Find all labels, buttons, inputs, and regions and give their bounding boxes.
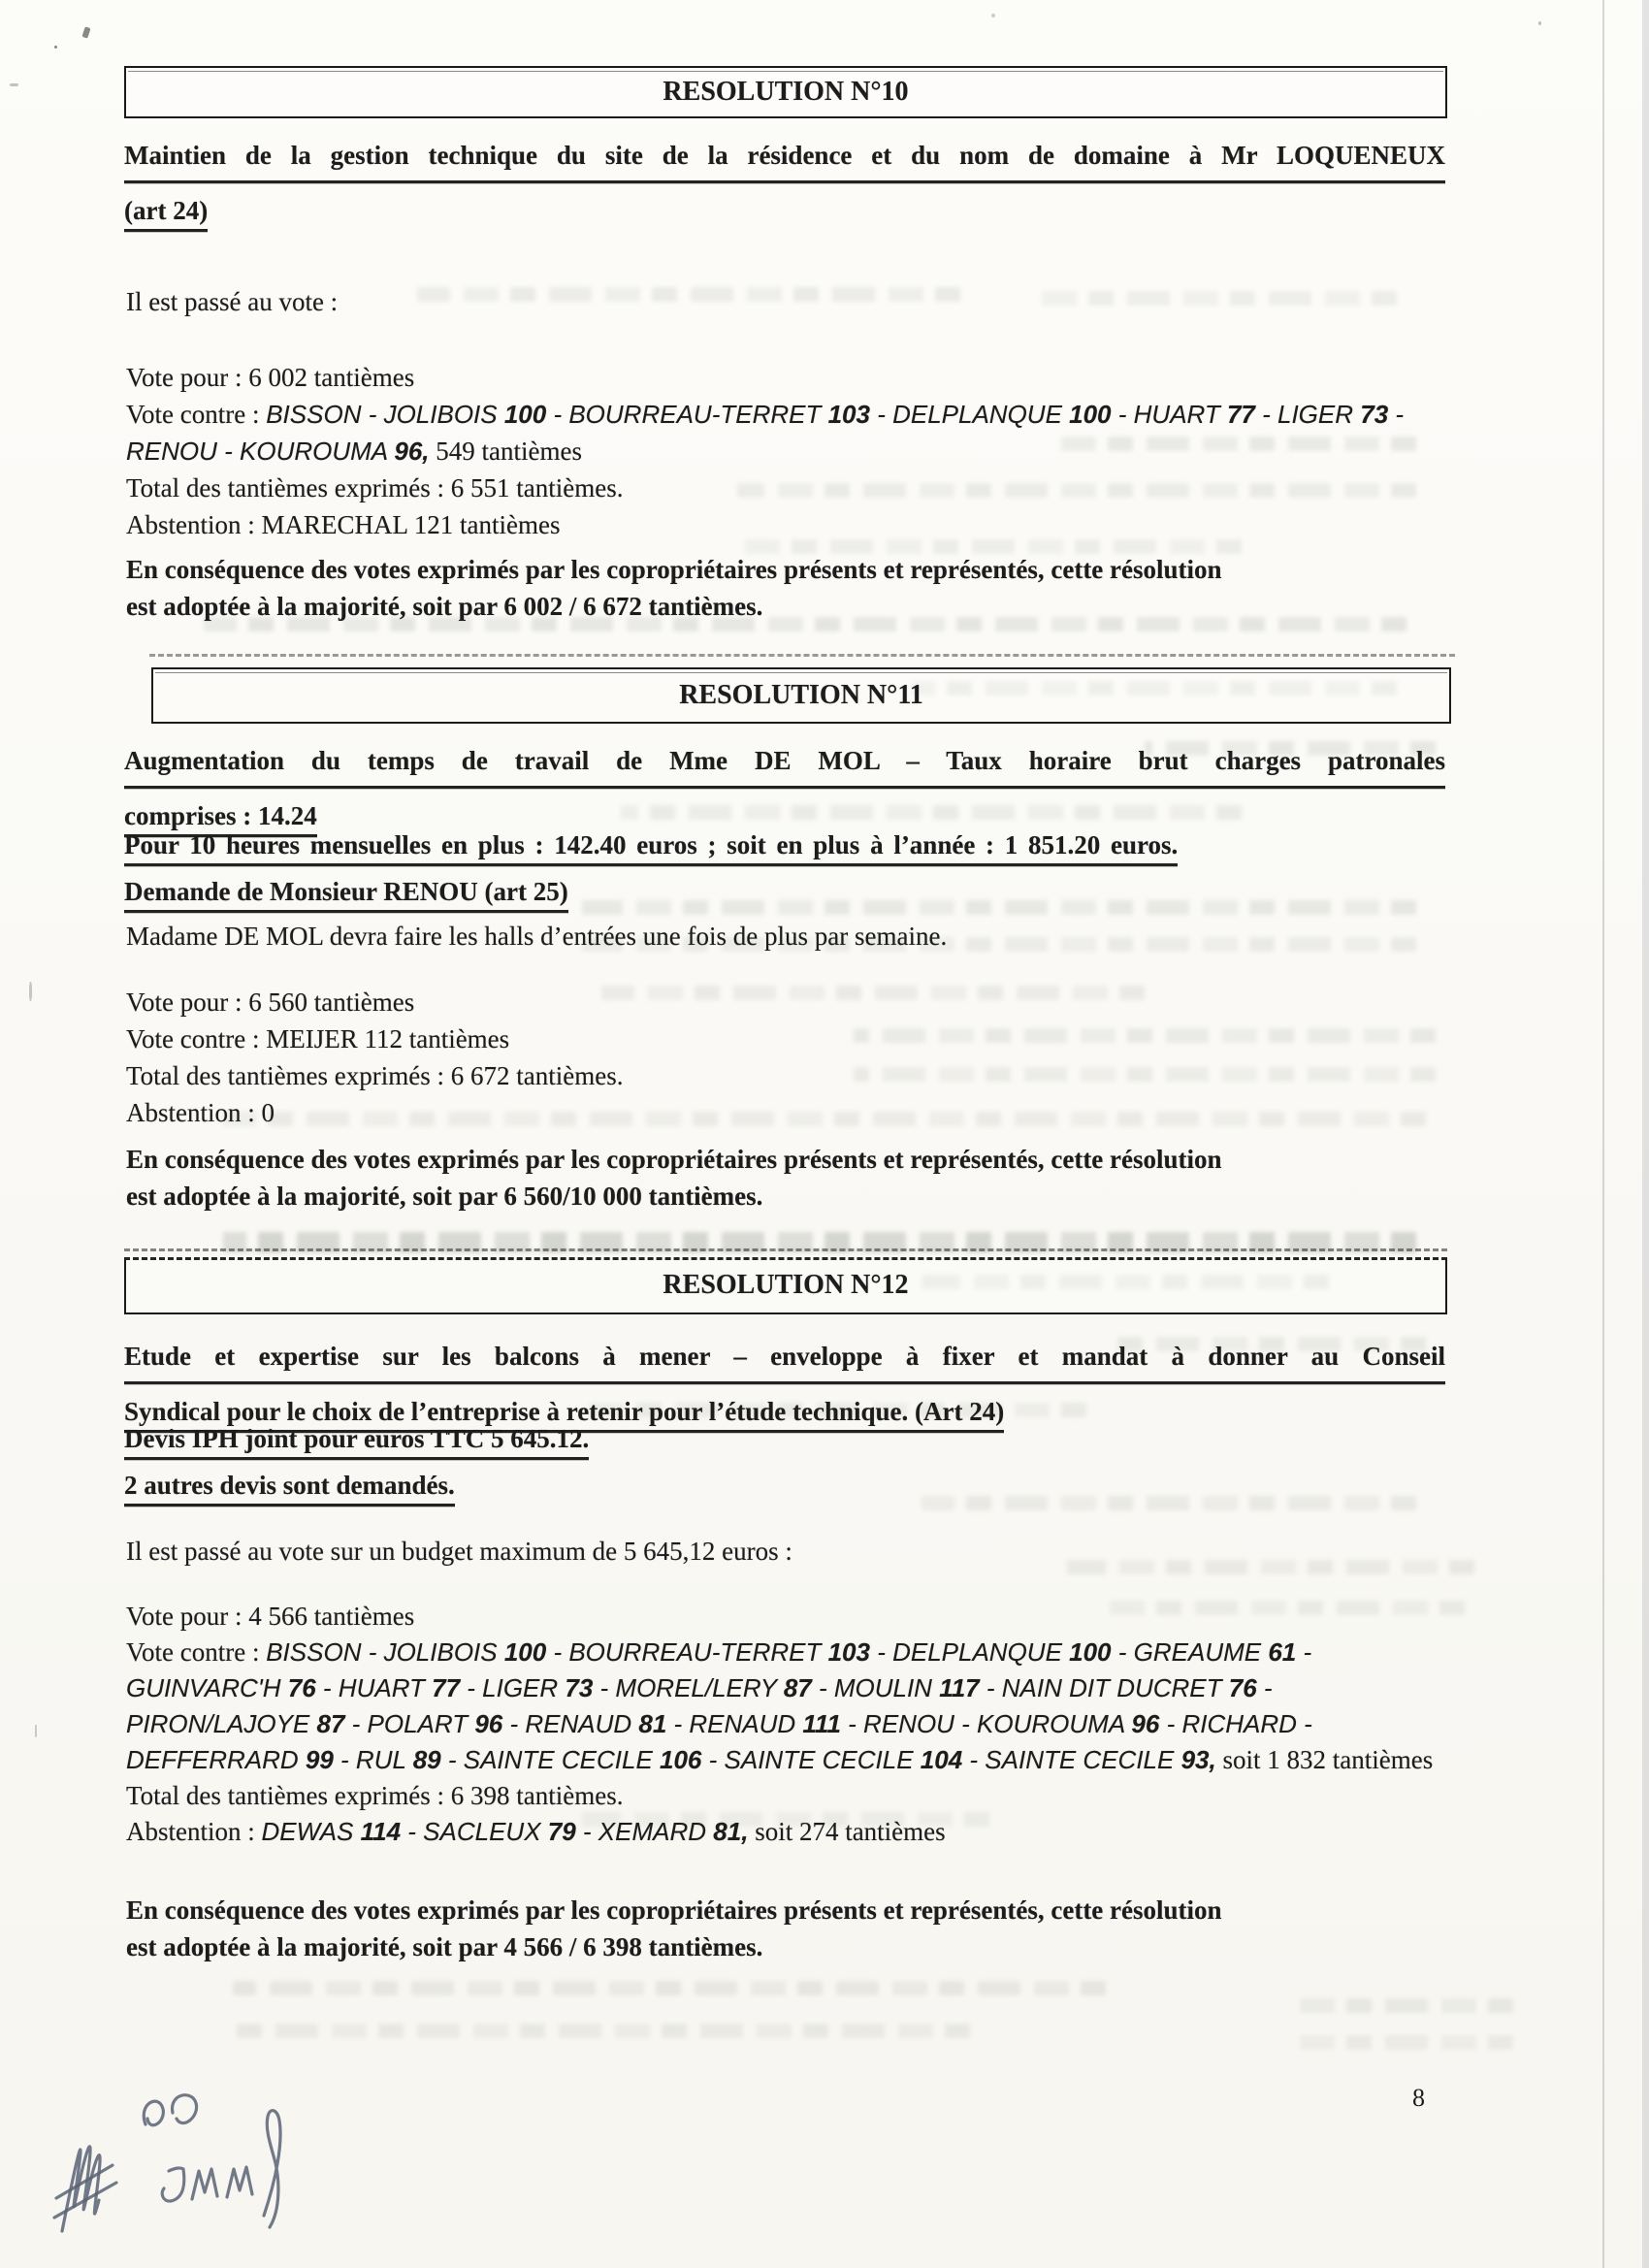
resolution-12-votes bbox=[126, 1599, 1457, 1850]
handwritten-initials-jmm bbox=[27, 2074, 308, 2263]
bleedthrough-smudge bbox=[922, 1496, 1416, 1510]
resolution-12-title: RESOLUTION N°12 bbox=[663, 1270, 909, 1300]
signature-letter-m1 bbox=[192, 2169, 217, 2199]
vote-contre-line: Vote contre : BISSON - JOLIBOIS 100 - BOURREAU-TERRET 103 - DELPLANQUE 100 - GREAUME 61 - GUINVARC'H 76 - HUART 77 - LIGER 73 - MOREL/LERY 87 - MOULIN 117 - NAIN DIT DUCRET 76 - PIRON/LAJOYE 87 - POLART 96 - RENAUD 81 - RENAUD 111 - RENOU - KOUROUMA 96 - RICHARD - DEFFERRARD 99 - RUL 89 - SAINTE CECILE 106 - SAINTE CECILE 104 - SAINTE CECILE 93, soit 1 832 tantièmes bbox=[126, 1637, 1434, 1774]
bleedthrough-smudge bbox=[233, 1981, 1106, 1995]
resolution-10-conclusion: En conséquence des votes exprimés par les copropriétaires présents et représentés, cette résolution est adoptée à la majorité, soit par 6 002 / 6 672 tantièmes. bbox=[126, 555, 1222, 621]
resolution-10-votes bbox=[126, 359, 1457, 543]
bleedthrough-smudge bbox=[1300, 2035, 1513, 2050]
bleedthrough-smudge bbox=[1028, 291, 1397, 306]
signature-letter-m2 bbox=[227, 2167, 252, 2197]
scan-edge-line bbox=[1602, 0, 1604, 2268]
resolution-11-subheading-1: Pour 10 heures mensuelles en plus : 142.40 euros ; soit en plus à l’année : 1 851.20 euros. bbox=[124, 826, 1178, 863]
resolution-11-conclusion: En conséquence des votes exprimés par les copropriétaires présents et représentés, cette résolution est adoptée à la majorité, soit par 6 560/10 000 tantièmes. bbox=[126, 1145, 1222, 1211]
scan-speck bbox=[991, 14, 995, 17]
vote-pour-line: Vote pour : 6 560 tantièmes bbox=[126, 988, 415, 1017]
resolution-11-title: RESOLUTION N°11 bbox=[679, 680, 923, 710]
resolution-11-body: Madame DE MOL devra faire les halls d’entrées une fois de plus par semaine. bbox=[126, 922, 948, 951]
bleedthrough-smudge bbox=[1067, 1560, 1474, 1574]
bleedthrough-smudge bbox=[1300, 1998, 1513, 2013]
resolution-10-title-box bbox=[124, 66, 1447, 118]
resolution-10-heading bbox=[124, 134, 1445, 232]
scan-speck bbox=[10, 83, 18, 86]
resolution-11-heading-line2: comprises : 14.24 bbox=[124, 801, 317, 837]
resolution-10-title: RESOLUTION N°10 bbox=[663, 77, 909, 107]
page-number: 8 bbox=[1412, 2084, 1425, 2112]
resolution-11-title-box bbox=[151, 667, 1451, 724]
resolution-11-heading-line1: Augmentation du temps de travail de Mme DE MOL – Taux horaire brut charges patronales bbox=[124, 739, 1445, 789]
scan-speck bbox=[1538, 21, 1541, 25]
resolution-11-subheading-2: Demande de Monsieur RENOU (art 25) bbox=[124, 873, 568, 910]
resolution-12-subheading-1: Devis IPH joint pour euros TTC 5 645.12. bbox=[124, 1420, 589, 1457]
vote-pour-line: Vote pour : 6 002 tantièmes bbox=[126, 363, 415, 392]
resolution-12-title-box bbox=[124, 1257, 1447, 1314]
scan-edge-shadow bbox=[1642, 0, 1649, 2268]
vote-contre-line: Vote contre : BISSON - JOLIBOIS 100 - BOURREAU-TERRET 103 - DELPLANQUE 100 - HUART 77 - LIGER 73 - RENOU - KOUROUMA 96, 549 tantièmes bbox=[126, 400, 1405, 466]
resolution-12-conclusion: En conséquence des votes exprimés par les copropriétaires présents et représentés, cette résolution est adoptée à la majorité, soit par 4 566 / 6 398 tantièmes. bbox=[126, 1895, 1222, 1961]
vote-total-line: Total des tantièmes exprimés : 6 672 tantièmes. bbox=[126, 1061, 624, 1090]
bleedthrough-smudge bbox=[233, 2024, 970, 2038]
signature-flourish bbox=[264, 2111, 280, 2227]
vote-contre-line: Vote contre : MEIJER 112 tantièmes bbox=[126, 1024, 510, 1053]
vote-abstention-line: Abstention : MARECHAL 121 tantièmes bbox=[126, 510, 561, 539]
resolution-12-heading bbox=[124, 1335, 1445, 1433]
resolution-12-heading-line1: Etude et expertise sur les balcons à mener – enveloppe à fixer et mandat à donner au Conseil bbox=[124, 1335, 1445, 1384]
scan-speck bbox=[35, 1725, 37, 1737]
scan-speck bbox=[81, 26, 90, 38]
vote-pour-line: Vote pour : 4 566 tantièmes bbox=[126, 1602, 415, 1631]
vote-abstention-line: Abstention : 0 bbox=[126, 1098, 275, 1127]
signature-letter-j bbox=[162, 2168, 184, 2201]
vote-total-line: Total des tantièmes exprimés : 6 398 tantièmes. bbox=[126, 1781, 624, 1810]
resolution-12-heading-line2: Syndical pour le choix de l’entreprise à retenir pour l’étude technique. (Art 24) bbox=[124, 1397, 1004, 1433]
resolution-10-intro: Il est passé au vote : bbox=[126, 287, 339, 316]
scan-speck bbox=[54, 46, 57, 49]
bleedthrough-smudge bbox=[417, 287, 960, 302]
resolution-10-heading-line2: (art 24) bbox=[124, 196, 208, 232]
signature-curl bbox=[144, 2095, 196, 2125]
vote-abstention-line: Abstention : DEWAS 114 - SACLEUX 79 - XEMARD 81, soit 274 tantièmes bbox=[126, 1817, 946, 1846]
resolution-10-heading-line1: Maintien de la gestion technique du site de la résidence et du nom de domaine à Mr LOQUENEUX bbox=[124, 134, 1445, 183]
resolution-11-heading bbox=[124, 739, 1445, 837]
resolution-11-votes bbox=[126, 984, 1457, 1131]
resolution-12-intro: Il est passé au vote sur un budget maximum de 5 645,12 euros : bbox=[126, 1537, 792, 1566]
signature-scribble bbox=[62, 2147, 100, 2231]
vote-total-line: Total des tantièmes exprimés : 6 551 tantièmes. bbox=[126, 473, 624, 502]
scan-speck bbox=[29, 982, 32, 1001]
bleedthrough-smudge bbox=[582, 900, 1416, 915]
resolution-12-subheading-2: 2 autres devis sont demandés. bbox=[124, 1467, 455, 1504]
